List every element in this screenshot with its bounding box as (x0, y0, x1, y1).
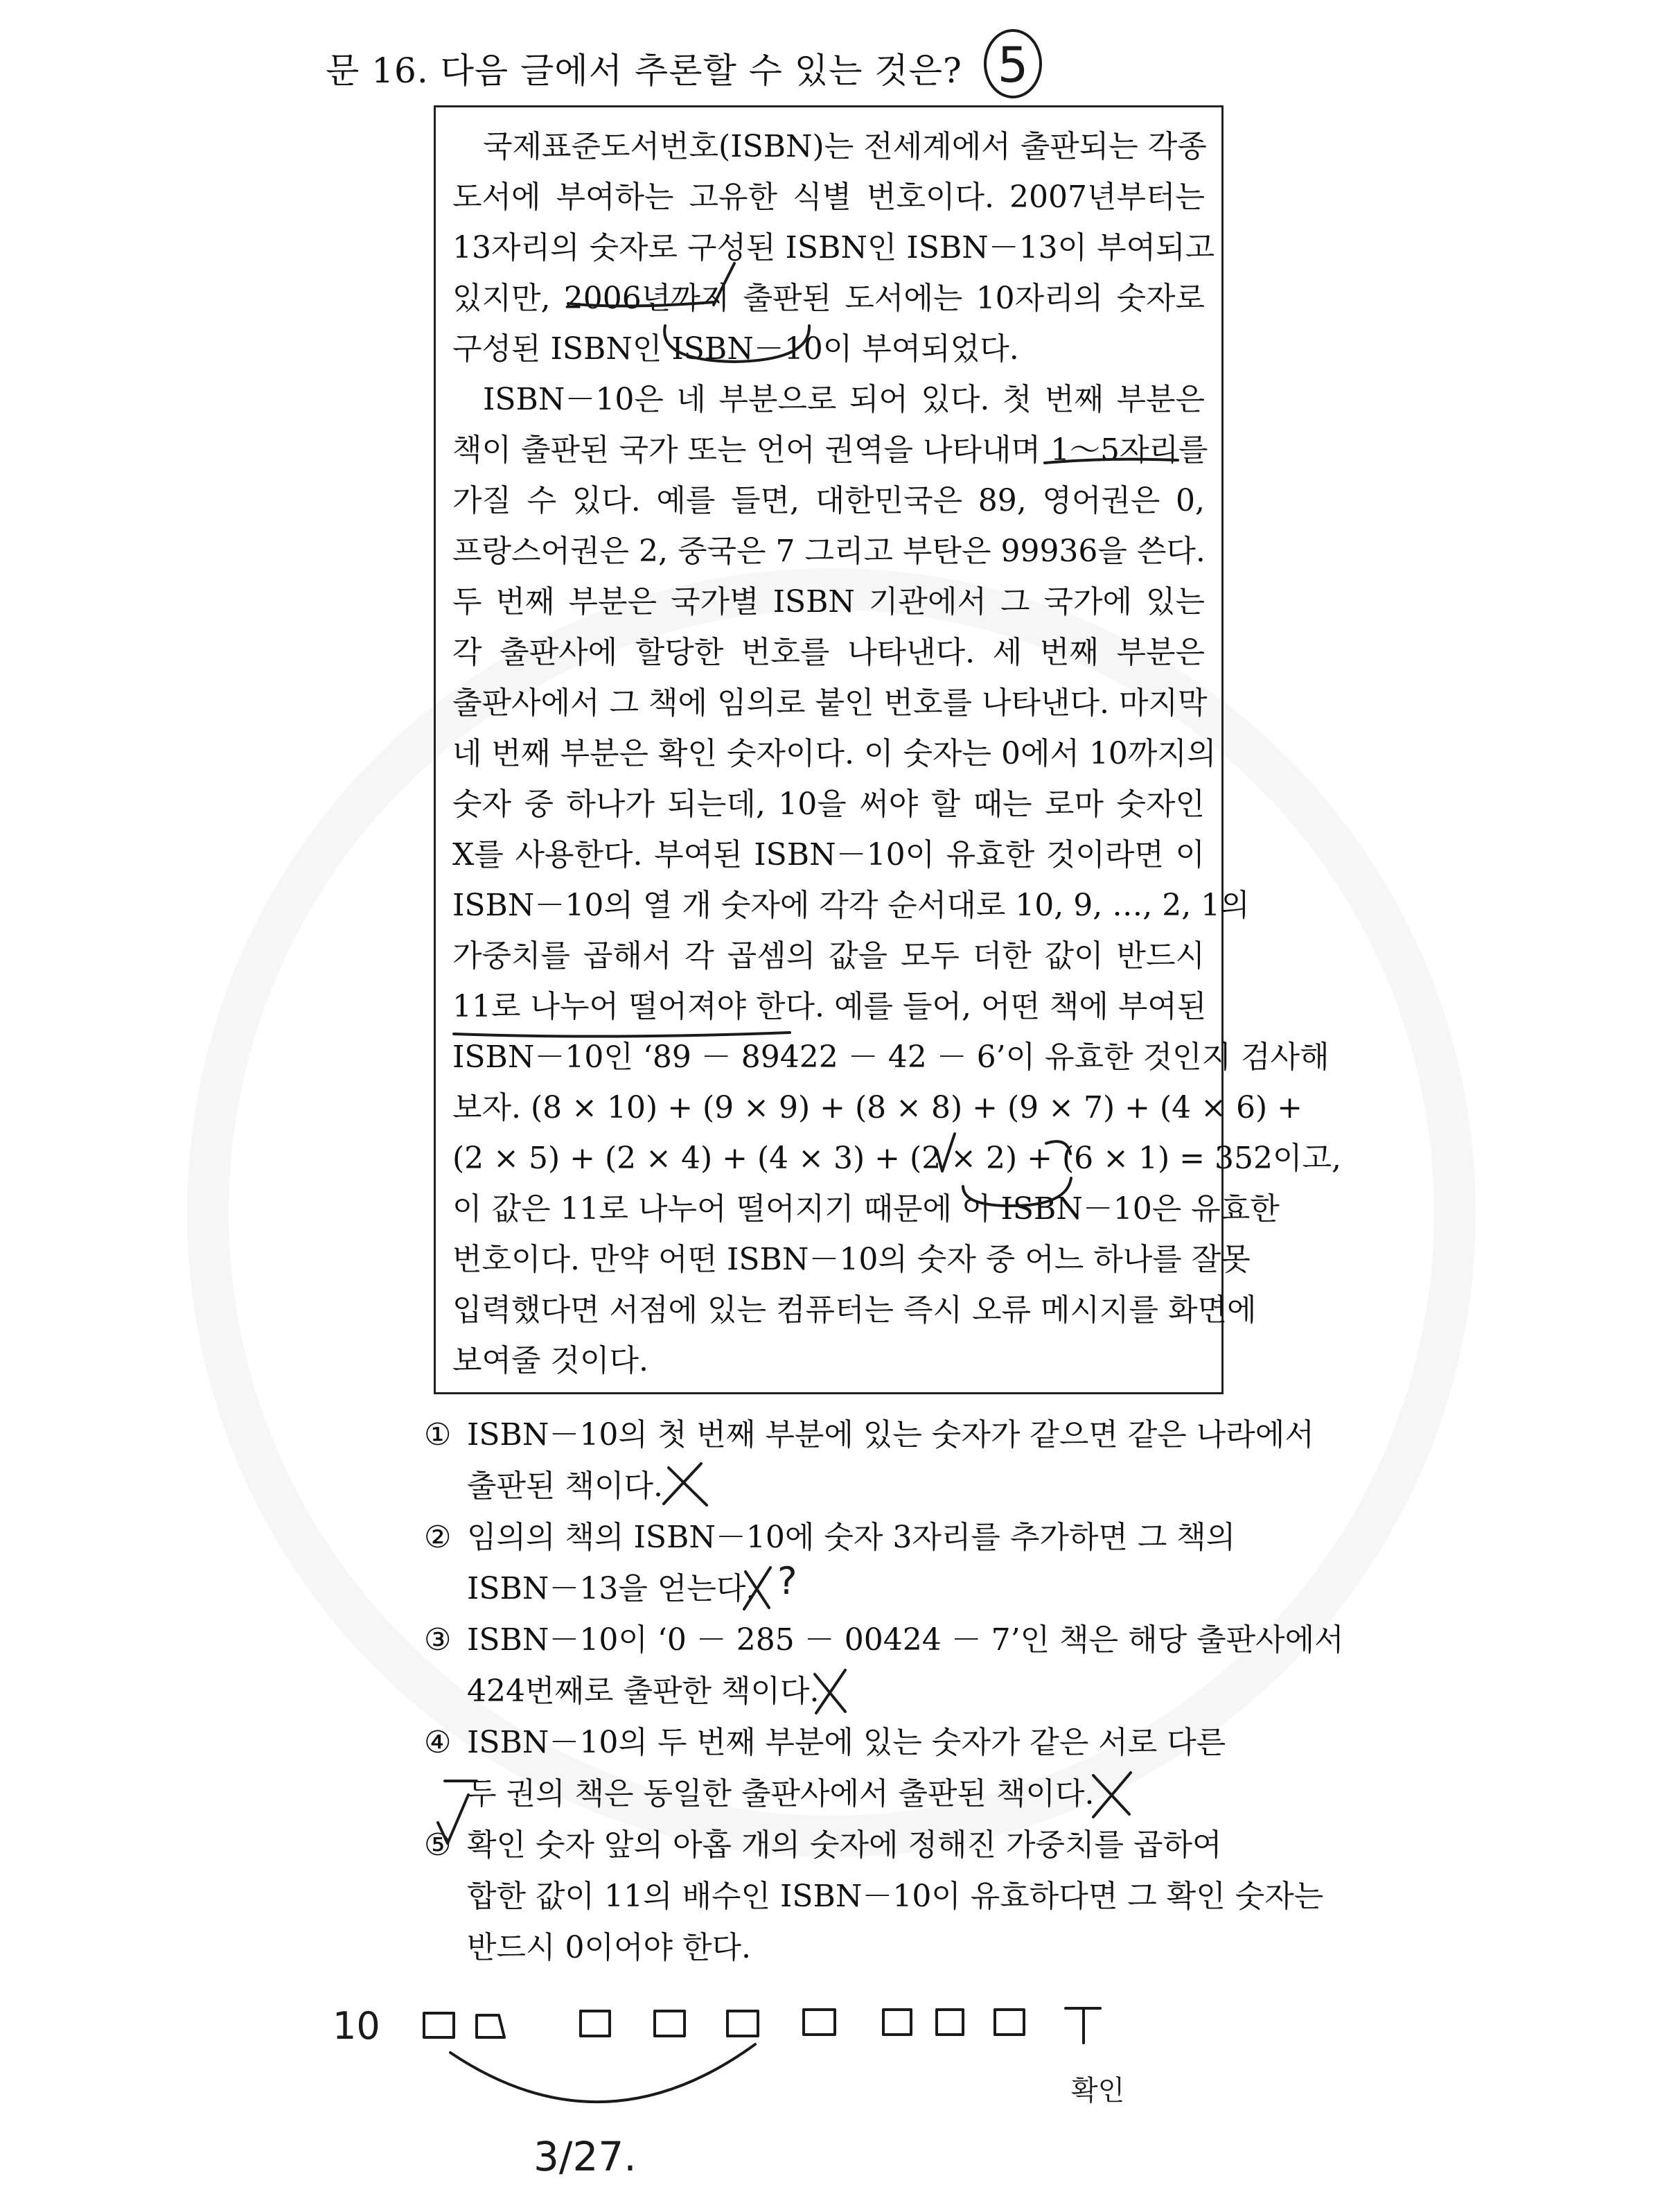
hand-number-10: 10 (333, 2004, 380, 2048)
choice-text: 두 권의 책은 동일한 출판사에서 출판된 책이다. (467, 1776, 1095, 1811)
passage-line: 구성된 ISBN인 ISBN－10이 부여되었다. (452, 331, 1019, 367)
box-mark (804, 2010, 835, 2035)
hand-sum: 3/27. (533, 2133, 637, 2180)
passage-line: 이 값은 11로 나누어 떨어지기 때문에 이 ISBN－10은 유효한 (452, 1191, 1280, 1227)
passage-line: 보자. (8 × 10) + (9 × 9) + (8 × 8) + (9 × 7) + (4 × 6) + (452, 1090, 1302, 1125)
hand-label: 확인 (1071, 2075, 1125, 2107)
passage-paragraph-1 (452, 121, 1215, 374)
box-mark (581, 2011, 610, 2036)
choice-text: 출판된 책이다. (467, 1468, 663, 1504)
box-mark (883, 2010, 911, 2035)
box-mark (477, 2015, 504, 2037)
choice-number: ③ (424, 1622, 452, 1658)
choice-text: 424번째로 출판한 책이다. (467, 1674, 820, 1709)
answer-choices (424, 1410, 1344, 1974)
passage-line: ISBN－10의 열 개 숫자에 각각 순서대로 10, 9, …, 2, 1의 (452, 888, 1250, 923)
choice-number: ① (424, 1417, 452, 1452)
choice-5[interactable] (424, 1820, 1324, 1974)
passage-line: 가중치를 곱해서 각 곱셈의 값을 모두 더한 값이 반드시 (452, 938, 1205, 974)
choice-3[interactable] (424, 1615, 1344, 1717)
choice-number: ② (424, 1520, 452, 1555)
choice-1[interactable] (424, 1410, 1314, 1512)
answer-circle (985, 30, 1041, 97)
choice-2[interactable] (424, 1512, 1238, 1615)
passage-line: 가질 수 있다. 예를 들면, 대한민국은 89, 영어권은 0, (452, 483, 1205, 518)
passage-box (434, 105, 1341, 1394)
arc-mark (450, 2044, 755, 2102)
passage-line: 입력했다면 서점에 있는 컴퓨터는 즉시 오류 메시지를 화면에 (452, 1292, 1257, 1328)
choice-text: 합한 값이 11의 배수인 ISBN－10이 유효하다면 그 확인 숫자는 (467, 1879, 1324, 1914)
choice-text: ISBN－10의 두 번째 부분에 있는 숫자가 같은 서로 다른 (467, 1725, 1226, 1760)
passage-line: (2 × 5) + (2 × 4) + (4 × 3) + (2 × 2) + (6 × 1) = 352이고, (452, 1141, 1341, 1176)
passage-line: ISBN－10은 네 부분으로 되어 있다. 첫 번째 부분은 (483, 382, 1205, 417)
box-mark (655, 2011, 685, 2036)
passage-line: 프랑스어권은 2, 중국은 7 그리고 부탄은 99936을 쓴다. (452, 534, 1206, 569)
passage-line: 보여줄 것이다. (452, 1343, 648, 1378)
choice-text: ISBN－13을 얻는다. (467, 1571, 756, 1606)
passage-line: 각 출판사에 할당한 번호를 나타낸다. 세 번째 부분은 (452, 635, 1205, 670)
passage-line: 11로 나누어 떨어져야 한다. 예를 들어, 어떤 책에 부여된 (452, 989, 1207, 1024)
choice-text: 반드시 0이어야 한다. (467, 1930, 751, 1965)
passage-line: 숫자 중 하나가 되는데, 10을 써야 할 때는 로마 숫자인 (452, 787, 1205, 822)
passage-line: 도서에 부여하는 고유한 식별 번호이다. 2007년부터는 (452, 179, 1205, 215)
passage-line: 출판사에서 그 책에 임의로 붙인 번호를 나타낸다. 마지막 (452, 685, 1208, 721)
box-mark (995, 2010, 1024, 2035)
passage-line: ISBN－10인 ‘89 － 89422 － 42 － 6’이 유효한 것인지 검사해 (452, 1039, 1330, 1075)
choice-text: 확인 숫자 앞의 아홉 개의 숫자에 정해진 가중치를 곱하여 (467, 1827, 1222, 1863)
passage-line: 두 번째 부분은 국가별 ISBN 기관에서 그 국가에 있는 (452, 584, 1205, 620)
choice-4[interactable] (424, 1717, 1238, 1820)
passage-line: 있지만, 2006년까지 출판된 도서에는 10자리의 숫자로 (452, 281, 1205, 316)
passage-line: 책이 출판된 국가 또는 언어 권역을 나타내며 1～5자리를 (452, 432, 1208, 468)
passage-line: 네 번째 부분은 확인 숫자이다. 이 숫자는 0에서 10까지의 (452, 736, 1217, 771)
passage-line: 국제표준도서번호(ISBN)는 전세계에서 출판되는 각종 (483, 129, 1207, 164)
choice-text: 임의의 책의 ISBN－10에 숫자 3자리를 추가하면 그 책의 (467, 1520, 1236, 1555)
passage-line: 13자리의 숫자로 구성된 ISBN인 ISBN－13이 부여되고 (452, 230, 1215, 265)
choice-text: ISBN－10의 첫 번째 부분에 있는 숫자가 같으면 같은 나라에서 (467, 1417, 1314, 1452)
box-mark (424, 2013, 454, 2037)
choice-text: ISBN－10이 ‘0 － 285 － 00424 － 7’인 책은 해당 출판사에서 (467, 1622, 1344, 1658)
passage-paragraph-2 (452, 374, 1341, 1386)
question-mark: ? (777, 1559, 797, 1603)
passage-line: X를 사용한다. 부여된 ISBN－10이 유효한 것이라면 이 (452, 837, 1205, 872)
question-header: 문 16. 다음 글에서 추론할 수 있는 것은? (326, 51, 962, 91)
box-mark (937, 2010, 963, 2035)
box-mark (727, 2011, 758, 2036)
choice-number: ⑤ (424, 1827, 452, 1863)
box-mark (1066, 2008, 1100, 2043)
passage-line: 번호이다. 만약 어떤 ISBN－10의 숫자 중 어느 하나를 잘못 (452, 1242, 1251, 1277)
answer-mark: 5 (997, 37, 1029, 94)
choice-number: ④ (424, 1725, 452, 1760)
